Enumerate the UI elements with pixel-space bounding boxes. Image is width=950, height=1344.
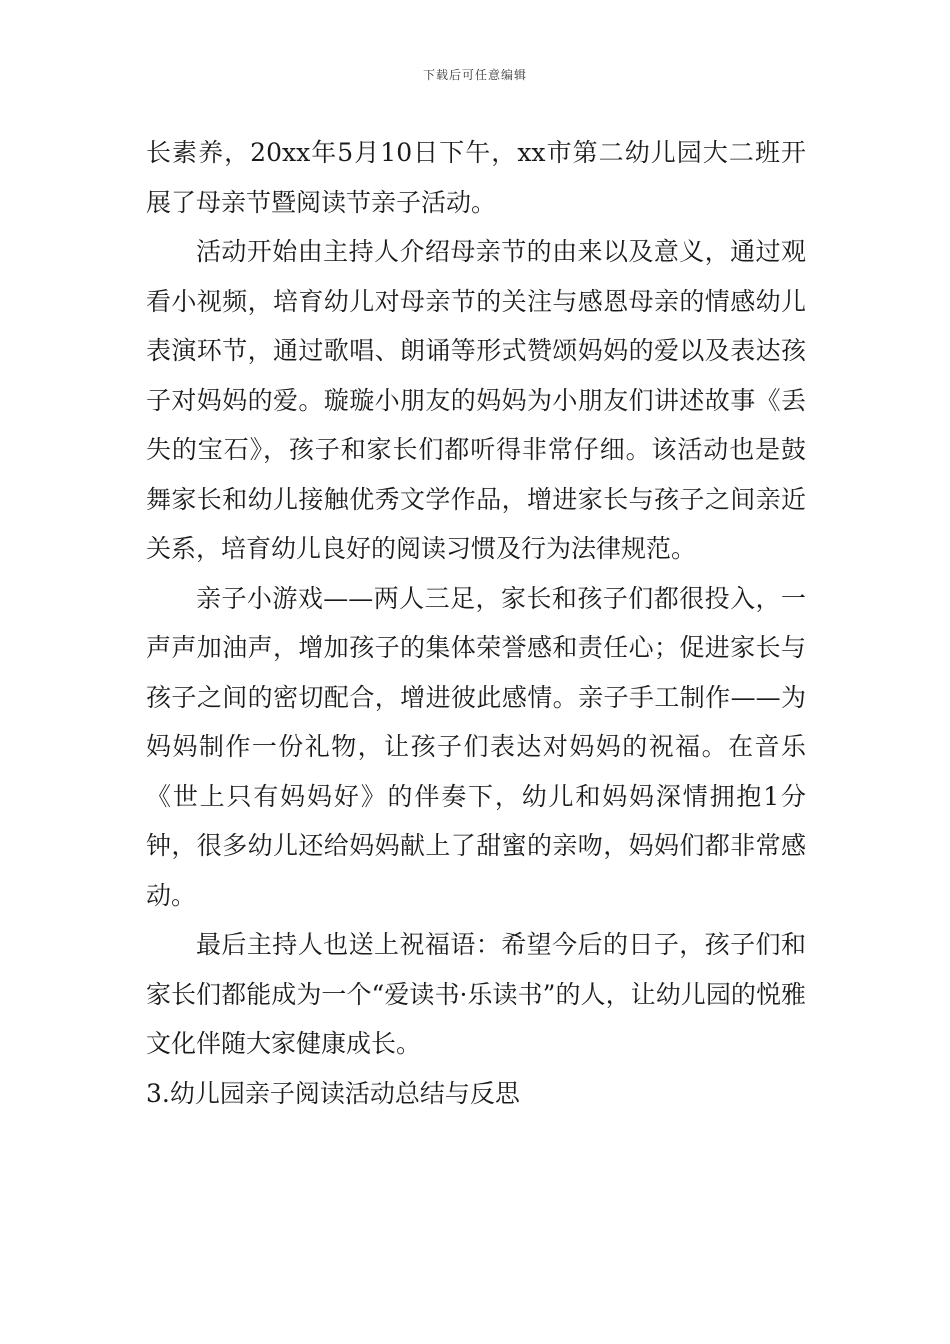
paragraph-activity-opening: 活动开始由主持人介绍母亲节的由来以及意义，通过观看小视频，培育幼儿对母亲节的关注与感恩母亲的情感幼儿表演环节，通过歌唱、朗诵等形式赞颂妈妈的爱以及表达孩子对妈妈的爱。璇璇小朋友的妈妈为小朋友们讲述故事《丢失的宝石》，孩子和家长们都听得非常仔细。该活动也是鼓舞家长和幼儿接触优秀文学作品，增进家长与孩子之间亲近关系，培育幼儿良好的阅读习惯及行为法律规范。: [146, 237, 806, 563]
paragraph-parent-child-games: 亲子小游戏——两人三足，家长和孩子们都很投入，一声声加油声，增加孩子的集体荣誉感和责任心；促进家长与孩子之间的密切配合，增进彼此感情。亲子手工制作——为妈妈制作一份礼物，让孩子们表达对妈妈的祝福。在音乐《世上只有妈妈好》的伴奏下，幼儿和妈妈深情拥抱1分钟，很多幼儿还给妈妈献上了甜蜜的亲吻，妈妈们都非常感动。: [146, 583, 806, 910]
paragraph-intro-continuation: 长素养，20xx年5月10日下午，xx市第二幼儿园大二班开展了母亲节暨阅读节亲子活动。: [146, 138, 806, 217]
paragraph-closing-blessing: 最后主持人也送上祝福语：希望今后的日子，孩子们和家长们都能成为一个“爱读书·乐读书”的人，让幼儿园的悦雅文化伴随大家健康成长。: [146, 930, 806, 1058]
document-body: [146, 128, 806, 1118]
section-heading: 3.幼儿园亲子阅读活动总结与反思: [146, 1078, 520, 1108]
header-note: 下载后可任意编辑: [422, 68, 527, 82]
